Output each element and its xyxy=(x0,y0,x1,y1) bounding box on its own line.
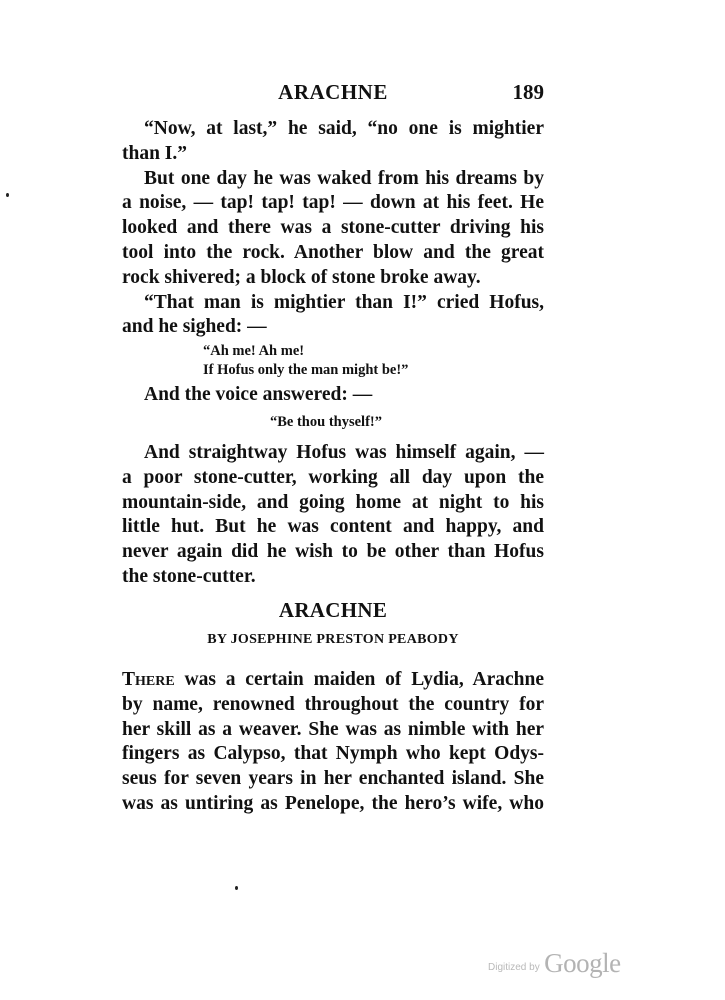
text-line: than I.” xyxy=(122,142,188,164)
text-line: fingers as Calypso, that Nymph who kept Odys- xyxy=(122,743,544,765)
scan-speck xyxy=(6,193,9,197)
line-rest: was a certain maiden of Lydia, Arachne xyxy=(174,669,544,690)
paragraph-1-cont xyxy=(122,142,544,167)
text-line: a noise, — tap! tap! tap! — down at his feet. He xyxy=(122,192,544,214)
text-line: and he sighed: — xyxy=(122,316,267,338)
page-number: 189 xyxy=(512,80,544,104)
paragraph-1 xyxy=(122,117,544,142)
text-line: “That man is mightier than I!” cried Hofus, xyxy=(144,291,544,313)
verse-line: “Be thou thyself!” xyxy=(270,414,382,430)
new-story-block xyxy=(122,668,544,817)
section-title: ARACHNE xyxy=(278,598,388,622)
text-line: looked and there was a stone-cutter driving his xyxy=(122,217,544,239)
text-line: her skill as a weaver. She was as nimble with her xyxy=(122,718,544,740)
paragraph-2 xyxy=(122,167,544,291)
verse-line: If Hofus only the man might be!” xyxy=(203,362,409,378)
new-story-paragraph-1 xyxy=(122,668,544,817)
text-line: never again did he wish to be other than Hofus xyxy=(122,541,544,563)
text-line xyxy=(122,668,544,693)
paragraph-4 xyxy=(122,383,544,408)
digitized-by-label: Digitized by xyxy=(488,962,540,973)
scan-speck xyxy=(235,886,238,890)
running-head xyxy=(122,80,544,110)
text-line: the stone-cutter. xyxy=(122,565,256,587)
google-logo: Google xyxy=(544,948,621,978)
google-watermark xyxy=(488,948,621,984)
text-line: a poor stone-cutter, working all day upon the xyxy=(122,466,544,488)
text-line: “Now, at last,” he said, “no one is mightier xyxy=(144,118,544,139)
text-line: And the voice answered: — xyxy=(144,384,373,405)
verse-line: “Ah me! Ah me! xyxy=(203,343,305,359)
verse-2 xyxy=(270,413,382,432)
text-line: was as untiring as Penelope, the hero’s wife, who xyxy=(122,792,544,814)
text-line: little hut. But he was content and happy, and xyxy=(122,516,544,538)
paragraph-5 xyxy=(122,441,544,590)
running-title: ARACHNE xyxy=(278,80,388,104)
paragraph-3 xyxy=(122,291,544,341)
text-line: And straightway Hofus was himself again, — xyxy=(144,442,544,463)
text-line: rock shivered; a block of stone broke away. xyxy=(122,266,481,288)
text-line: mountain-side, and going home at night to his xyxy=(122,491,544,513)
text-line: by name, renowned throughout the country for xyxy=(122,693,544,715)
story-end-block xyxy=(122,117,544,340)
byline: BY JOSEPHINE PRESTON PEABODY xyxy=(207,632,459,647)
text-line: But one day he was waked from his dreams by xyxy=(144,167,544,189)
verse-1 xyxy=(203,342,408,380)
story-conclusion-block xyxy=(122,441,544,590)
text-line: tool into the rock. Another blow and the great xyxy=(122,241,544,263)
drop-word: There xyxy=(122,669,175,690)
text-line: seus for seven years in her enchanted island. She xyxy=(122,768,544,790)
voice-answer-block xyxy=(122,383,544,408)
